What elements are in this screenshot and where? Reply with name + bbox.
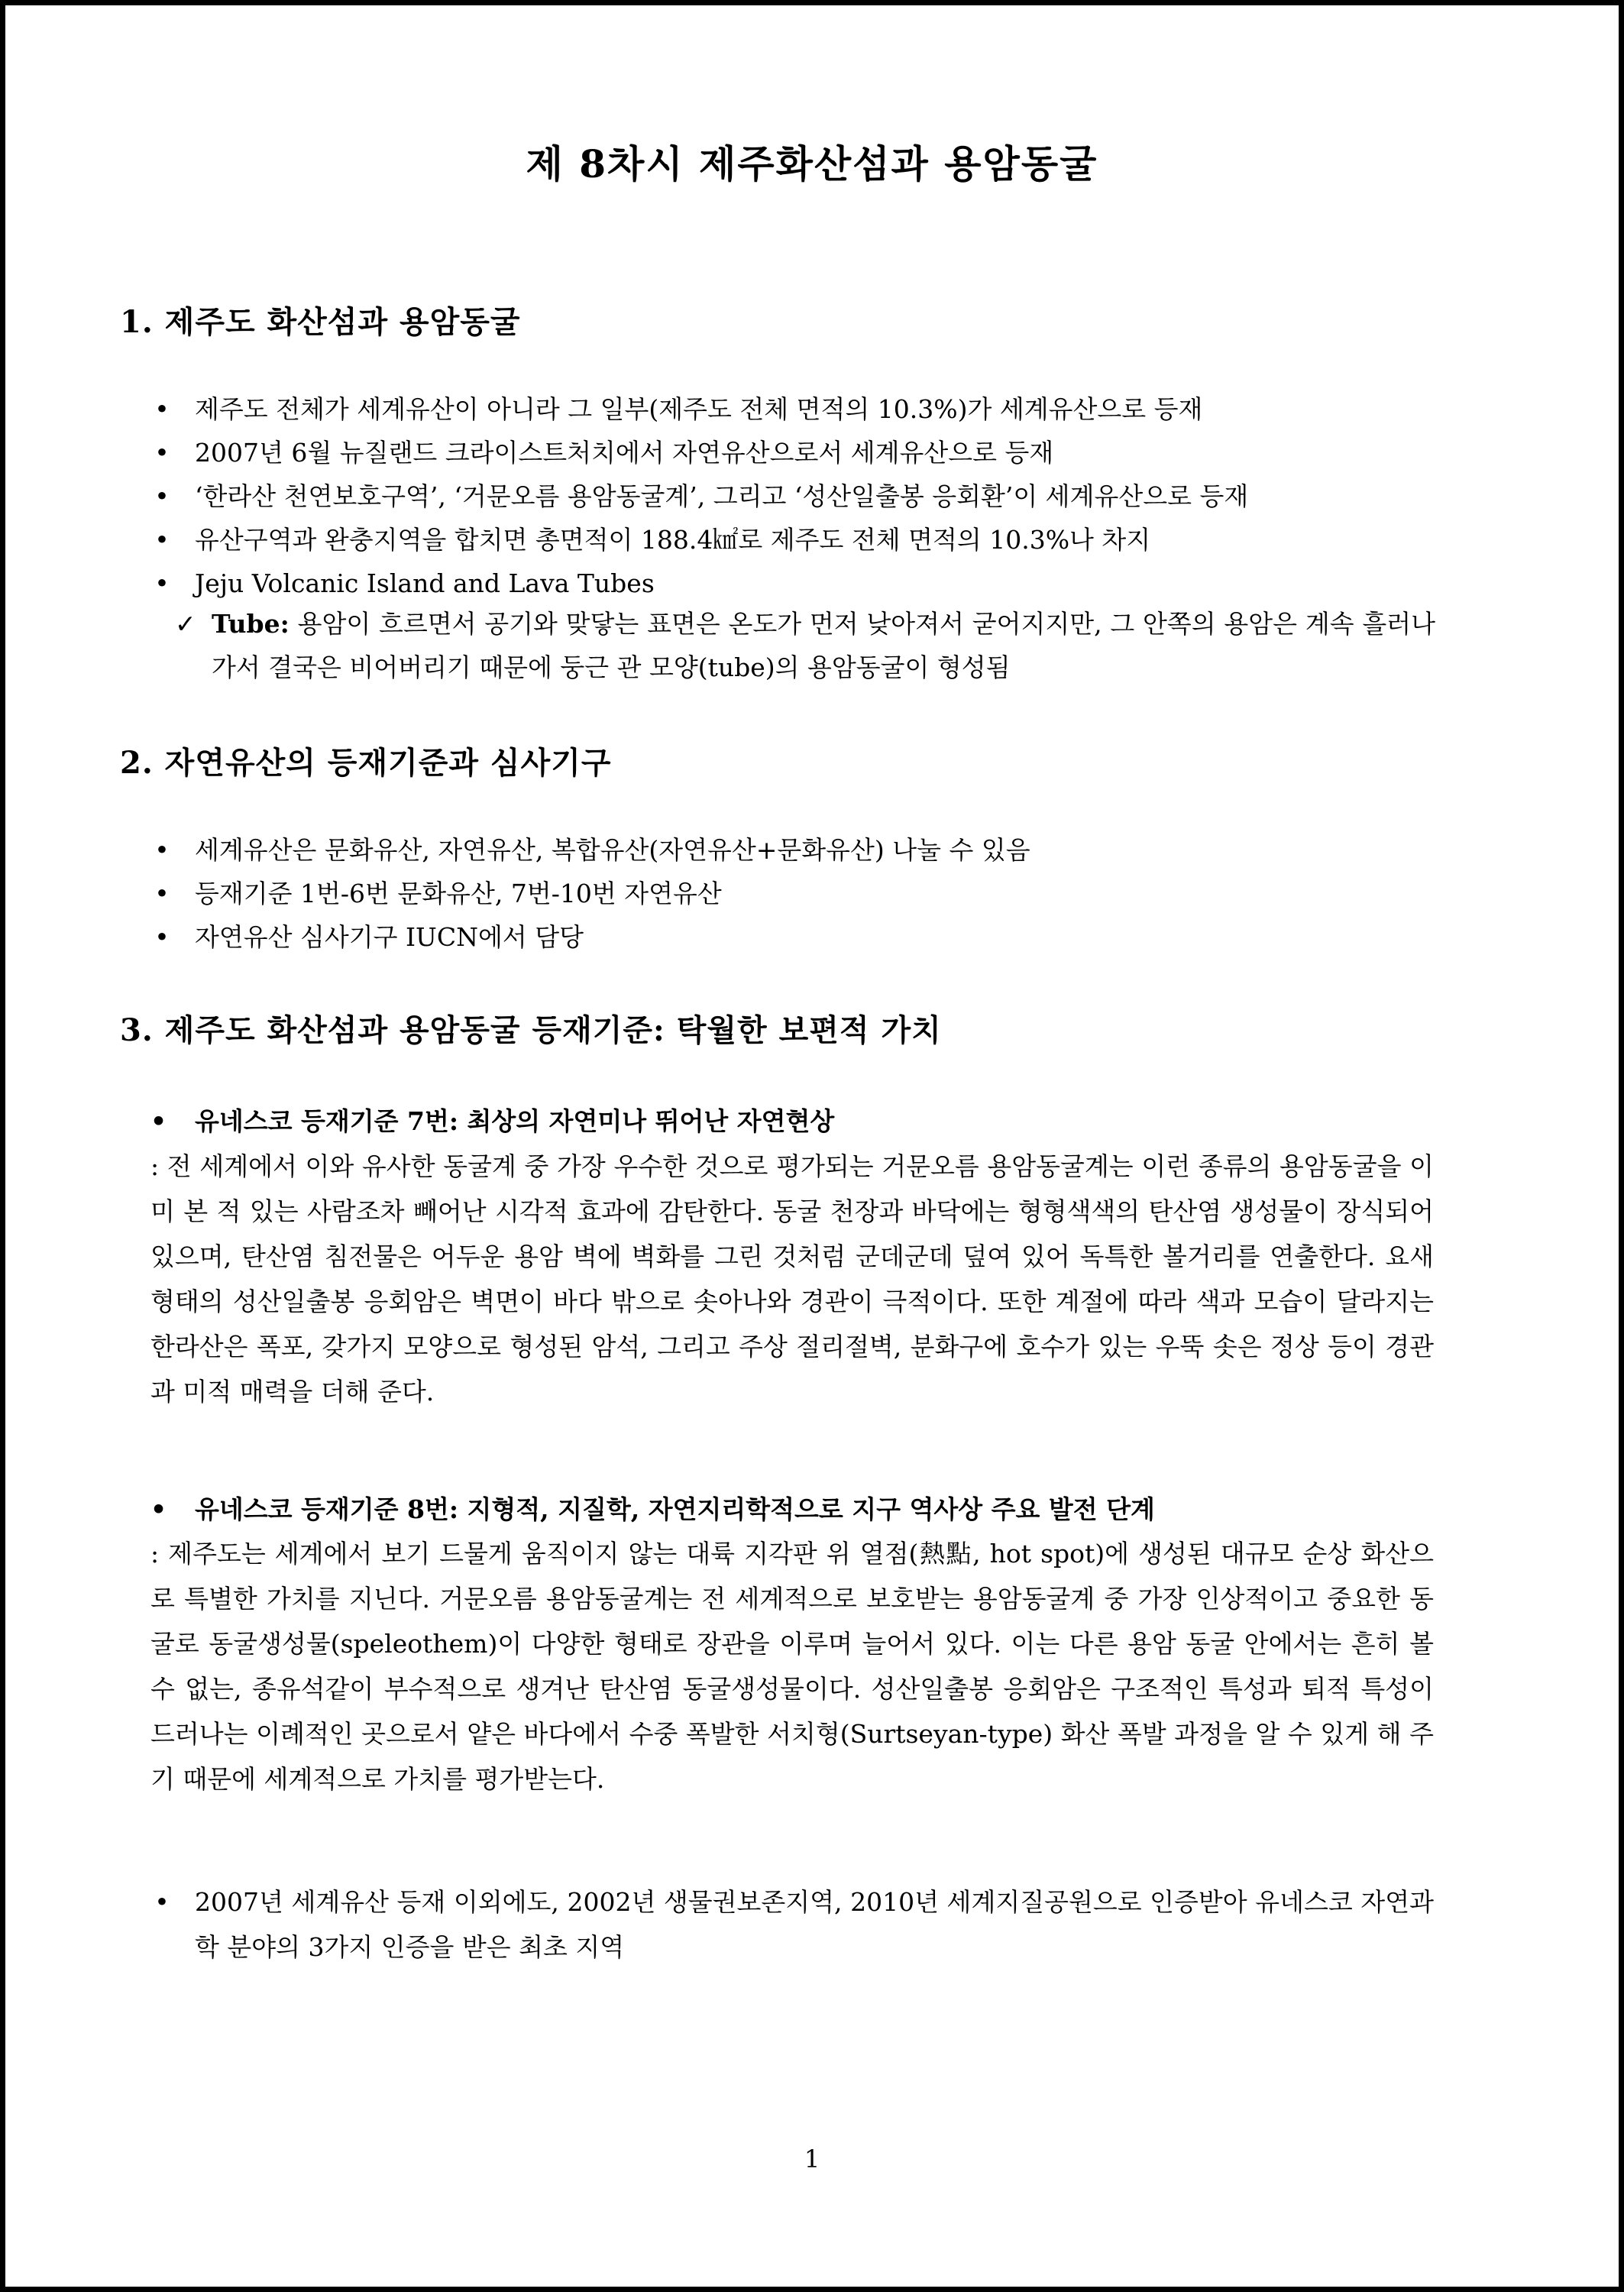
final-bullet-text: 2007년 세계유산 등재 이외에도, 2002년 생물권보존지역, 2010년 세계지질공원으로 인증받아 유네스코 자연과학 분야의 3가지 인증을 받은 최초 지역: [195, 1887, 1434, 1962]
page-number: 1: [804, 2145, 820, 2174]
list-item: [150, 431, 1449, 474]
tube-definition: [175, 602, 1435, 689]
section-3-heading: 3. 제주도 화산섬과 용암동굴 등재기준: 탁월한 보편적 가치: [120, 1012, 942, 1048]
section-2-list: [150, 828, 1449, 959]
criterion-8-paragraph: : 제주도는 세계에서 보기 드물게 움직이지 않는 대륙 지각판 위 열점(熱點, hot spot)에 생성된 대규모 순상 화산으로 특별한 가치를 지닌다. 거문오름 용암동굴계는 전 세계적으로 보호받는 용암동굴계 중 가장 인상적이고 중요한 동굴로 동굴생성물(speleothem)이 다양한 형태로 장관을 이루며 늘어서 있다. 이는 다른 용암 동굴 안에서는 흔히 볼 수 없는, 종유석같이 부수적으로 생겨난 탄산염 동굴생성물이다. 성산일출봉 응회암은 구조적인 특성과 퇴적 특성이 드러나는 이례적인 곳으로서 얕은 바다에서 수중 폭발한 서치형(Surtseyan-type) 화산 폭발 과정을 알 수 있게 해 주기 때문에 세계적으로 가치를 평가받는다.: [150, 1539, 1434, 1794]
checkmark-icon: ✓: [175, 609, 196, 639]
bullet-icon: •: [150, 1494, 167, 1524]
list-item-text: 2007년 6월 뉴질랜드 크라이스트처치에서 자연유산으로서 세계유산으로 등재: [195, 438, 1054, 468]
list-item: [150, 915, 1449, 959]
list-item-text: 제주도 전체가 세계유산이 아니라 그 일부(제주도 전체 면적의 10.3%)가 세계유산으로 등재: [195, 394, 1203, 424]
list-item: [150, 872, 1449, 915]
bullet-icon: •: [154, 525, 170, 555]
list-item-text: 등재기준 1번-6번 문화유산, 7번-10번 자연유산: [195, 879, 722, 908]
list-item: [150, 562, 1449, 605]
section-2-heading: 2. 자연유산의 등재기준과 심사기구: [120, 745, 612, 781]
section-1-list: [150, 387, 1449, 605]
criterion-7-paragraph: : 전 세계에서 이와 유사한 동굴계 중 가장 우수한 것으로 평가되는 거문오름 용암동굴계는 이런 종류의 용암동굴을 이미 본 적 있는 사람조차 빼어난 시각적 효과에 감탄한다. 동굴 천장과 바닥에는 형형색색의 탄산염 생성물이 장식되어 있으며, 탄산염 침전물은 어두운 용암 벽에 벽화를 그린 것처럼 군데군데 덮여 있어 독특한 볼거리를 연출한다. 요새 형태의 성산일출봉 응회암은 벽면이 바다 밖으로 솟아나와 경관이 극적이다. 또한 계절에 따라 색과 모습이 달라지는 한라산은 폭포, 갖가지 모양으로 형성된 암석, 그리고 주상 절리절벽, 분화구에 호수가 있는 우뚝 솟은 정상 등이 경관과 미적 매력을 더해 준다.: [150, 1151, 1434, 1407]
tube-text: 용암이 흐르면서 공기와 맞닿는 표면은 온도가 먼저 낮아져서 굳어지지만, 그 안쪽의 용암은 계속 흘러나가서 결국은 비어버리기 때문에 둥근 관 모양(tube)의 용암동굴이 형성됨: [212, 609, 1435, 682]
list-item: [150, 828, 1449, 872]
list-item-text: 유산구역과 완충지역을 합치면 총면적이 188.4㎢로 제주도 전체 면적의 10.3%나 차지: [195, 525, 1151, 555]
bullet-icon: •: [154, 438, 170, 468]
list-item-text: ‘한라산 천연보호구역’, ‘거문오름 용암동굴계’, 그리고 ‘성산일출봉 응회환’이 세계유산으로 등재: [195, 481, 1249, 511]
bullet-icon: •: [154, 481, 170, 511]
final-bullet: [150, 1879, 1434, 1970]
bullet-icon: •: [154, 835, 170, 865]
bullet-icon: •: [154, 1887, 170, 1917]
list-item: [150, 518, 1449, 562]
tube-term: Tube:: [212, 609, 290, 639]
list-item: [150, 474, 1449, 518]
page-title: 제 8차시 제주화산섬과 용암동굴: [526, 141, 1098, 186]
bullet-icon: •: [154, 568, 170, 598]
bullet-icon: •: [154, 922, 170, 952]
criterion-7-heading: [150, 1099, 834, 1143]
list-item-text: 자연유산 심사기구 IUCN에서 담당: [195, 922, 584, 952]
criterion-8-title: 유네스코 등재기준 8번: 지형적, 지질학, 자연지리학적으로 지구 역사상 주요 발전 단계: [195, 1494, 1155, 1524]
bullet-icon: •: [150, 1106, 167, 1136]
list-item-text: 세계유산은 문화유산, 자연유산, 복합유산(자연유산+문화유산) 나눌 수 있음: [195, 835, 1030, 865]
section-1-heading: 1. 제주도 화산섬과 용암동굴: [120, 304, 521, 340]
list-item-text: Jeju Volcanic Island and Lava Tubes: [195, 568, 655, 598]
tube-definition-body: [212, 602, 1435, 689]
criterion-7-title: 유네스코 등재기준 7번: 최상의 자연미나 뛰어난 자연현상: [195, 1106, 835, 1136]
bullet-icon: •: [154, 879, 170, 908]
list-item: [150, 387, 1449, 431]
criterion-8-heading: [150, 1488, 1155, 1531]
bullet-icon: •: [154, 394, 170, 424]
